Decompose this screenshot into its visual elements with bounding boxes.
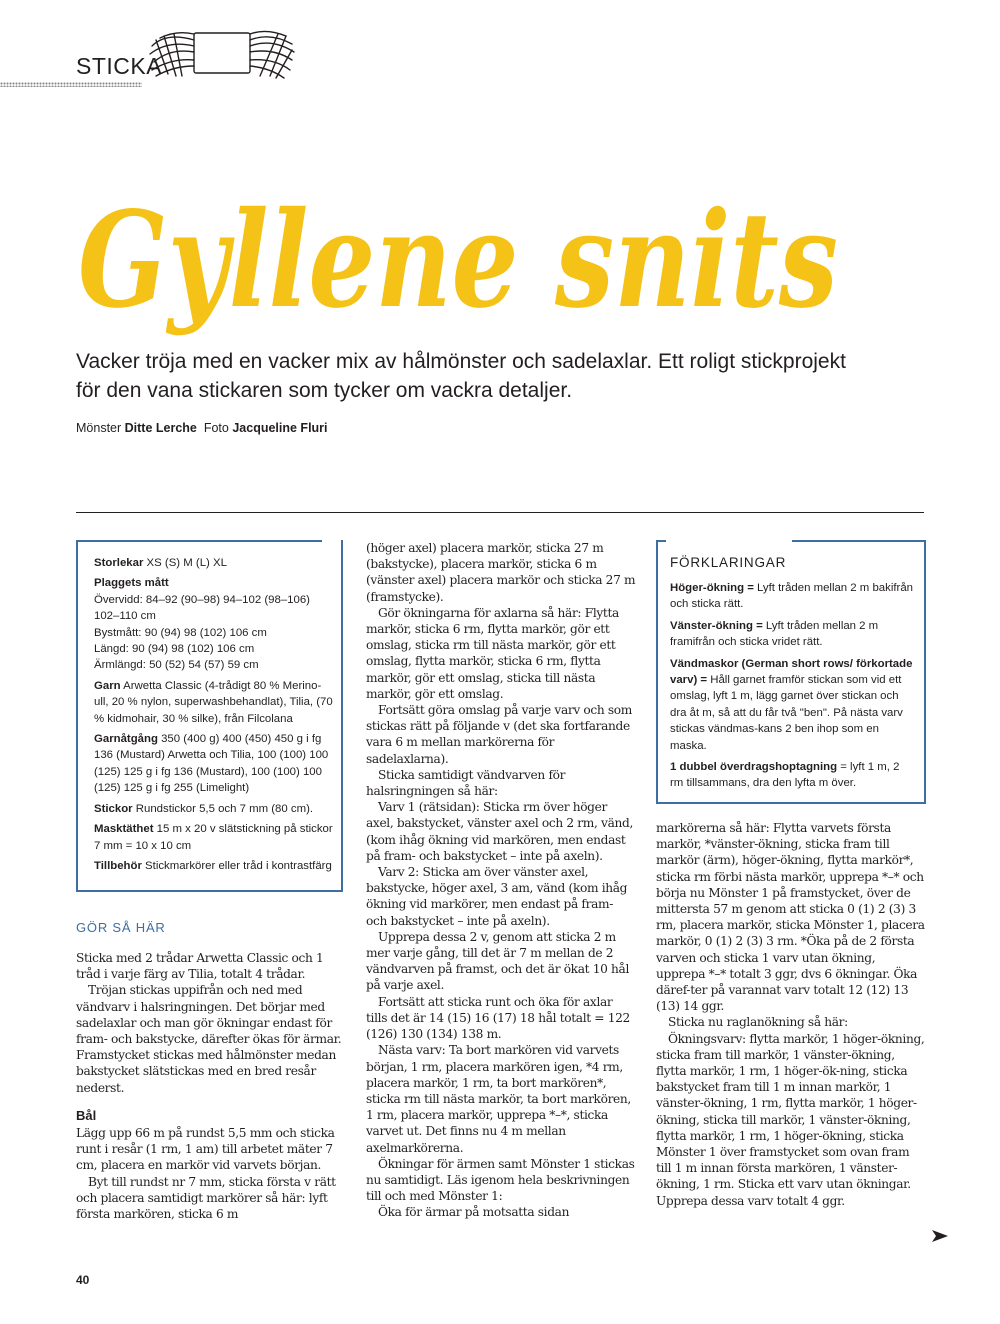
spec-label: Masktäthet: [94, 823, 154, 836]
spec-item: [94, 731, 334, 797]
spec-item: [94, 801, 334, 817]
spec-text: 15 m x 20 v slätstickning på stickor 7 mm = 10 x 10 cm: [94, 823, 333, 852]
spec-text: Stickmarkörer eller tråd i kontrastfärg: [141, 859, 332, 872]
explanation-item: [670, 580, 914, 613]
paragraph: Fortsätt göra omslag på varje varv och som stickas rätt på följande v (det ska fortfarande vara 6 m mellan markörerna för sadelaxlarna).: [366, 703, 632, 766]
photographer: Jacqueline Fluri: [232, 421, 328, 435]
spec-item: [94, 575, 334, 673]
paragraph: Upprepa dessa 2 v, genom att sticka 2 m mer varje gång, till det är 7 m mellan de 2 vändvarven på framst, och det är ökat 10 hål på varje axel.: [366, 929, 629, 993]
paragraph: Lägg upp 66 m på rundst 5,5 mm och sticka runt i resår (1 rm, 1 am) till arbetet mäter 7 cm, placera en markör vid varvets början.: [76, 1126, 335, 1173]
paragraph: (höger axel) placera markör, sticka 27 m (bakstycke), placera markör, sticka 6 m (vänster axel) placera markör och sticka 27 m (framstycke).: [366, 541, 636, 604]
section-heading-bal: Bål: [76, 1107, 97, 1123]
horizontal-rule: [76, 512, 924, 513]
explanation-label: 1 dubbel överdragshoptagning: [670, 761, 838, 774]
spec-label: Storlekar: [94, 557, 144, 569]
column-3: [656, 820, 926, 1209]
spec-label: Tillbehör: [94, 859, 142, 872]
spec-item: [94, 678, 334, 727]
spec-item: [94, 555, 334, 571]
pattern-label: Mönster: [76, 421, 122, 435]
continue-arrow-icon: [932, 1230, 948, 1242]
spec-text: Längd: 90 (94) 98 (102) 106 cm: [94, 643, 255, 656]
credits: [76, 421, 328, 435]
explanation-text: Håll garnet framför stickan som vid ett omslag, lyft 1 m, lägg garnet över stickan och dra åt m, så att du får två "ben". På nästa varv stickas vändmas-kans 2 ben ihop som en maska.: [670, 674, 903, 752]
specs-list: [94, 555, 334, 878]
explanations-heading: FÖRKLARINGAR: [670, 555, 787, 570]
spec-text: 350 (400 g) 400 (450) 450 g i fg 136 (Mustard) Arwetta och Tilia, 100 (100) 100 (125) 125 g i fg 136 (Mustard), 100 (100) 100 (125) 125 g i fg 255 (Limelight): [94, 733, 329, 795]
explanation-text: Lyft tråden mellan 2 m bakifrån och sticka rätt.: [670, 582, 913, 611]
explanation-label: Höger-ökning =: [670, 582, 754, 594]
explanation-text: Lyft tråden mellan 2 m framifrån och sticka vridet rätt.: [670, 619, 879, 649]
spec-text: Övervidd: 84–92 (90–98) 94–102 (98–106) 102–110 cm: [94, 593, 310, 623]
explanation-item: [670, 656, 914, 754]
spec-text: Rundstickor 5,5 och 7 mm (80 cm).: [132, 802, 314, 815]
spec-text: Bystmått: 90 (94) 98 (102) 106 cm: [94, 626, 267, 639]
spec-label: Stickor: [94, 802, 133, 815]
page-title: [70, 178, 970, 358]
paragraph: Fortsätt att sticka runt och öka för axlar tills det är 14 (15) 16 (17) 18 hål totalt = 122 (126) 130 (134) 138 m.: [366, 994, 630, 1042]
paragraph: Varv 1 (rätsidan): Sticka rm över höger axel, bakstycket, vänster axel och 2 rm, vänd, (kom ihåg ökning vid markören, men endast på fram- och bakstycket – inte på axeln).: [366, 800, 633, 863]
paragraph: Nästa varv: Ta bort markören vid varvets början, 1 rm, placera markören igen, *4 rm, placera markör, 1 rm, ta bort markören*, sticka rm till nästa markör, ta bort markören, 1 rm, placera markör, upprepa *–*, sticka varvet ut. Det finns nu 4 m mellan axelmarkörerna.: [366, 1043, 631, 1155]
how-to-heading: GÖR SÅ HÄR: [76, 920, 166, 935]
section-tag: STICKA: [76, 53, 163, 79]
paragraph: Gör ökningarna för axlarna så här: Flytta markör, sticka 6 rm, flytta markör, gör ett omslag, sticka rm till nästa markör, gör ett omslag, flytta markör, sticka 6 rm, flytta markör, gör ett omslag, sticka till nästa markör, gör ett omslag.: [366, 605, 619, 701]
explanation-label: Vänster-ökning =: [670, 619, 763, 632]
explanation-label: Vändmaskor (German short rows/ förkortade varv) =: [670, 657, 913, 687]
paragraph: Sticka samtidigt vändvarven för halsringningen så här:: [366, 767, 566, 799]
paragraph: Ökningar för ärmen samt Mönster 1 stickas nu samtidigt. Läs igenom hela beskrivningen till och med Mönster 1:: [366, 1156, 635, 1204]
spec-text: Ärmlängd: 50 (52) 54 (57) 59 cm: [94, 659, 259, 672]
explanation-item: [670, 618, 914, 651]
explanations-box: [656, 540, 926, 804]
paragraph: Byt till rundst nr 7 mm, sticka första v rätt och placera samtidigt markörer så här: lyft första markören, sticka 6 m: [76, 1174, 336, 1222]
title-text: Gyllene snits: [78, 183, 838, 338]
page-number: 40: [76, 1273, 90, 1287]
spec-label: Garn: [94, 679, 121, 692]
spec-item: [94, 858, 334, 874]
dotted-divider: [0, 82, 142, 87]
photo-label: Foto: [203, 421, 229, 435]
paragraph: Ökningsvarv: flytta markör, 1 höger-ökning, sticka fram till markör, 1 vänster-ökning, flytta markör, 1 rm, 1 höger-ök-ning, sticka bakstycket fram till 1 m innan markör, 1 vänster-ökning, 1 rm, flytta markör, 1 höger-ökning, sticka till markör, 1 vänster-ökning, flytta markör, 1 rm, 1 höger-ökning, sticka Mönster 1 över framstycket som ovan fram till 1 m innan första markören, 1 vänster-ökning, 1 rm. Sticka ett varv utan ökningar. Upprepa dessa varv totalt 4 ggr.: [656, 1031, 925, 1208]
paragraph: Varv 2: Sticka am över vänster axel, bakstycke, höger axel, 3 am, vänd (kom ihåg ökning vid markörer, men endast på fram- och bakstycket – inte på axeln).: [366, 865, 628, 928]
pattern-author: Ditte Lerche: [124, 421, 197, 435]
explanation-text: = lyft 1 m, 2 rm tillsammans, dra den lyfta m över.: [670, 761, 900, 790]
paragraph: Sticka med 2 trådar Arwetta Classic och 1 tråd i varje färg av Tilia, totalt 4 trådar.: [76, 951, 324, 982]
column-1: [76, 950, 344, 1222]
paragraph: markörerna så här: Flytta varvets första markör, *vänster-ökning, sticka fram till markör (ärm), höger-ökning, flytta markör*, sticka rm förbi nästa markör, upprepa *–* och börja nu Mönster 1 på framstycket, över de mittersta 57 m genom att sticka 0 (1) 2 (3) 3 rm, placera markör, sticka Mönster 1, placera markör, 0 (1) 2 (3) 3 rm. *Öka på de 2 första varven och sticka 1 varv utan ökning, upprepa *–* totalt 3 ggr, dvs 6 ökningar. Öka däref-ter på varannat varv totalt 12 (12) 13 (13) 14 ggr.: [656, 821, 925, 1014]
paragraph: Öka för ärmar på motsatta sidan: [378, 1205, 570, 1220]
spec-label: Plaggets mått: [94, 577, 169, 590]
specs-box: [76, 540, 343, 892]
spec-label: Garnåtgång: [94, 733, 158, 746]
spec-item: [94, 821, 334, 854]
paragraph: Sticka nu raglanökning så här:: [668, 1015, 848, 1030]
spec-text: XS (S) M (L) XL: [143, 557, 227, 569]
intro-text: Vacker tröja med en vacker mix av hålmönster och sadelaxlar. Ett roligt stickprojekt för den vana stickaren som tycker om vackra detaljer.: [76, 350, 846, 402]
paragraph: Tröjan stickas uppifrån och ned med vändvarv i halsringningen. Det börjar med sadelaxlar och man gör ökningar endast för fram- och bakstycke, därefter ökas för ärmar. Framstycket stickas med hålmönster medan bakstycket slätstickas med en bred resår nederst.: [76, 983, 342, 1095]
explanations-list: [670, 580, 914, 797]
column-2: [366, 540, 636, 1221]
yarn-skein-icon: [146, 26, 298, 84]
spec-text: Arwetta Classic (4-trådigt 80 % Merino-ull, 20 % nylon, superwashbehandlat), Tilia, (70 % kidmohair, 30 % silke), från Filcolana: [94, 679, 333, 725]
explanation-item: [670, 759, 914, 792]
